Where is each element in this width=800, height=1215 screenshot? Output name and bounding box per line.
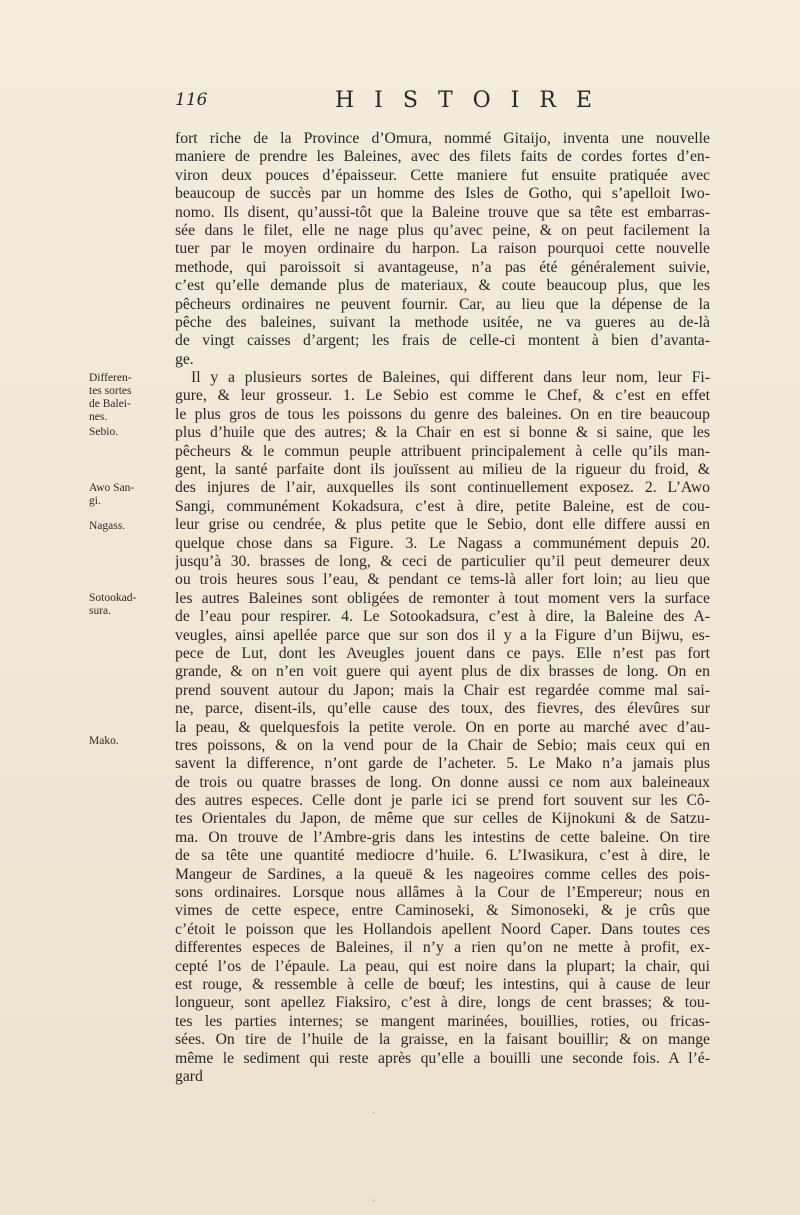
- text-line: pece de Lut, dont les Aveugles jouent dans ce pays. Elle n’est pas fort: [175, 644, 710, 662]
- margin-note-line: tes sortes: [89, 385, 132, 397]
- text-line: savent la difference, n’ont garde de l’acheter. 5. Le Mako n’a jamais plus: [175, 755, 710, 773]
- margin-note-line: Nagass.: [89, 520, 126, 532]
- text-line: veugles, ainsi apellée parce que sur son dos il y a la Figure d’un Bijwu, es-: [175, 626, 710, 644]
- margin-note-sebio: [89, 426, 169, 439]
- text-line: leur grise ou cendrée, & plus petite que le Sebio, dont elle differe aussi en: [175, 516, 710, 534]
- margin-note-line: sura.: [89, 605, 112, 617]
- margin-note-mako: [89, 735, 169, 748]
- margin-note-nagass: [89, 520, 169, 533]
- text-line: c’est qu’elle demande plus de materiaux, & coute beaucoup plus, que les: [175, 277, 710, 295]
- text-line: Il y a plusieurs sortes de Baleines, qui different dans leur nom, leur Fi-: [191, 369, 710, 387]
- running-title: HISTOIRE: [335, 88, 612, 113]
- text-line: tes les parties internes; se mangent marinées, bouillies, roties, ou fricas-: [175, 1012, 710, 1030]
- text-line: ou trois heures sous l’eau, & pendant ce tems-là aller fort loin; au lieu que: [175, 571, 710, 589]
- text-line: gard: [175, 1067, 203, 1085]
- text-line: des autres especes. Celle dont je parle ici se prend fort souvent sur les Cô-: [175, 792, 710, 810]
- text-line: maniere de prendre les Baleines, avec des filets faits de cordes fortes d’en-: [175, 148, 710, 166]
- text-line: beaucoup de succès par un homme des Isles de Gotho, qui s’apelloit Iwo-: [175, 185, 710, 203]
- text-line: pêche des baleines, suivant la methode usitée, ne va gueres au de-là: [175, 313, 710, 331]
- text-line: est rouge, & ressemble à celle de bœuf; les intestins, qui à cause de leur: [175, 975, 710, 993]
- text-line: prend souvent autour du Japon; mais la Chair est regardée comme mal sai-: [175, 681, 710, 699]
- text-line: c’étoit le poisson que les Hollandois apellent Noord Caper. Dans toutes ces: [175, 920, 710, 938]
- margin-note-line: Awo San-: [89, 482, 135, 494]
- margin-note-line: Sebio.: [89, 426, 119, 438]
- text-line: de l’eau pour respirer. 4. Le Sotookadsura, c’est à dire, la Baleine des A-: [175, 608, 710, 626]
- text-line: Sangi, communément Kokadsura, c’est à dire, petite Baleine, est de cou-: [175, 497, 710, 515]
- text-line: nomo. Ils disent, qu’aussi-tôt que la Baleine trouve que sa tête est embarras-: [175, 203, 710, 221]
- ink-speck: ·: [372, 1108, 376, 1119]
- text-line: tes Orientales du Japon, de même que sur celles de Kijnokuni & de Satzu-: [175, 810, 710, 828]
- margin-note-line: Mako.: [89, 735, 119, 747]
- text-line: de trois ou quatre brasses de long. On donne aussi ce nom aux baleineaux: [175, 773, 710, 791]
- ink-speck: ·: [372, 1196, 376, 1207]
- text-line: des injures de l’air, auxquelles ils sont continuellement exposez. 2. L’Awo: [175, 479, 710, 497]
- text-line: grande, & on n’en voit guere qui ayent plus de dix brasses de long. On en: [175, 663, 710, 681]
- margin-note-line: gi.: [89, 495, 101, 507]
- margin-note-line: de Balei-: [89, 398, 131, 410]
- text-line: le plus gros de tous les poissons du genre des baleines. On en tire beaucoup: [175, 405, 710, 423]
- text-line: de sa tête une quantité mediocre d’huile. 6. L’Iwasikura, c’est à dire, le: [175, 847, 710, 865]
- margin-note-line: Differen-: [89, 372, 132, 384]
- text-line: ma. On trouve de l’Ambre-gris dans les intestins de cette baleine. On tire: [175, 828, 710, 846]
- text-line: viron deux pouces d’épaisseur. Cette maniere fut ensuite pratiquée avec: [175, 166, 710, 184]
- text-line: ge.: [175, 350, 194, 368]
- text-line: sée dans le filet, elle ne nage plus qu’avec peine, & on peut facilement la: [175, 221, 710, 239]
- text-line: longueur, sont apellez Fiaksiro, c’est à dire, longs de cent brasses; & tou-: [175, 994, 710, 1012]
- margin-note-awo-sangi: [89, 482, 169, 508]
- text-line: sées. On tire de l’huile de la graisse, en la faisant bouillir; & on mange: [175, 1031, 710, 1049]
- text-line: la peau, & quelquesfois la petite verole. On en porte au marché avec d’au-: [175, 718, 710, 736]
- text-line: Mangeur de Sardines, a la queuë & les nageoires comme celles des pois-: [175, 865, 710, 883]
- text-line: tres poissons, & on la vend pour de la Chair de Sebio; mais ceux qui en: [175, 736, 710, 754]
- margin-note-sotookadsura: [89, 592, 169, 618]
- text-line: cepté l’os de l’épaule. La peau, qui est noire dans la plupart; la chair, qui: [175, 957, 710, 975]
- text-line: quelque chose dans sa Figure. 3. Le Nagass a communément depuis 20.: [175, 534, 710, 552]
- text-line: gent, la santé parfaite dont ils jouïssent au milieu de la rigueur du froid, &: [175, 461, 710, 479]
- text-line: methode, qui paroissoit si avantageuse, n’a pas été généralement suivie,: [175, 258, 710, 276]
- text-line: tuer par le moyen ordinaire du harpon. La raison pourquoi cette nouvelle: [175, 240, 710, 258]
- text-line: pêcheurs & le commun peuple attribuent principalement à celle qu’ils man-: [175, 442, 710, 460]
- text-line: de vingt caisses d’argent; les frais de celle-ci montent à bien d’avanta-: [175, 332, 710, 350]
- text-line: differentes especes de Baleines, il n’y a rien qu’on ne mette à profit, ex-: [175, 939, 710, 957]
- text-line: les autres Baleines sont obligées de remonter à tout moment vers la surface: [175, 589, 710, 607]
- margin-note-line: nes.: [89, 411, 108, 423]
- text-line: jusqu’à 30. brasses de long, & ceci de particulier qu’il peut demeurer deux: [175, 552, 710, 570]
- text-line: ne, parce, disent-ils, qu’elle cause des toux, des fievres, des élevûres sur: [175, 700, 710, 718]
- text-line: même le sediment qui reste après qu’elle a bouilli une seconde fois. A l’é-: [175, 1049, 710, 1067]
- text-line: plus d’huile que des autres; & la Chair en est si bonne & si saine, que les: [175, 424, 710, 442]
- text-line: sons ordinaires. Lorsque nous allâmes à la Cour de l’Empereur; nous en: [175, 884, 710, 902]
- text-line: fort riche de la Province d’Omura, nommé Gitaijo, inventa une nouvelle: [175, 130, 710, 147]
- margin-note-differentes-sortes: [89, 372, 169, 424]
- text-line: vimes de cette espece, entre Caminoseki, & Simonoseki, & je crûs que: [175, 902, 710, 920]
- text-line: gure, & leur grosseur. 1. Le Sebio est comme le Chef, & c’est en effet: [175, 387, 710, 405]
- margin-note-line: Sotookad-: [89, 592, 137, 604]
- page-header: [175, 88, 715, 116]
- page-number: 116: [175, 90, 208, 110]
- text-line: pêcheurs ordinaires ne peuvent fournir. Car, au lieu que la dépense de la: [175, 295, 710, 313]
- body-text: [175, 130, 710, 1086]
